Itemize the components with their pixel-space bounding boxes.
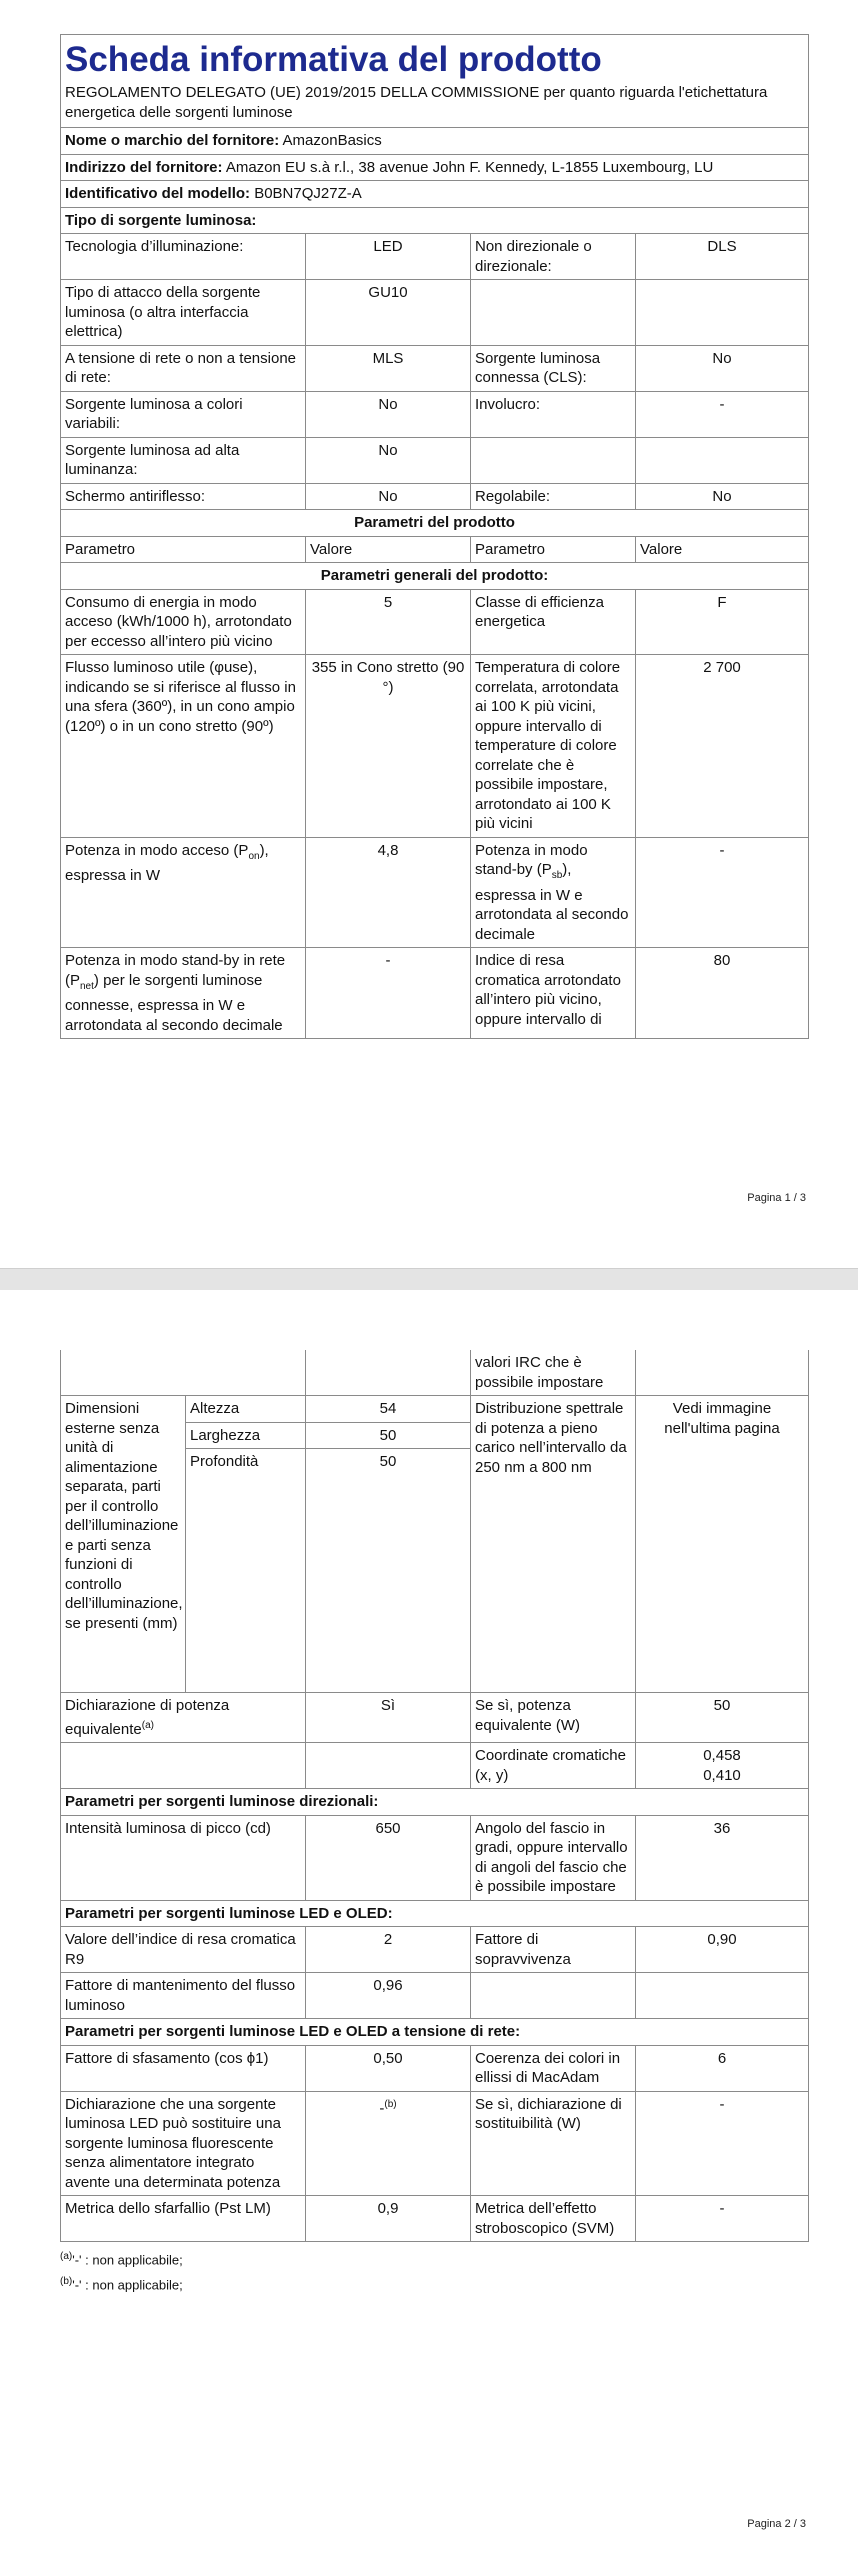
pon-value: 4,8 [306, 837, 471, 948]
empty-cell [636, 1973, 809, 2019]
dimensions-subcells [186, 1396, 306, 1693]
chroma-label: Coordinate cromatiche (x, y) [471, 1743, 636, 1789]
product-sheet-table-page-2 [60, 1350, 808, 2297]
row-value: No [306, 483, 471, 510]
r9-value: 2 [306, 1927, 471, 1973]
chroma-x: 0,458 [703, 1747, 741, 1764]
psb-label [471, 837, 636, 948]
substitution-value: - [636, 2091, 809, 2196]
row-value: DLS [636, 234, 809, 280]
supplier-address-label: Indirizzo del fornitore: [65, 158, 223, 176]
row-label: A tensione di rete o non a tensione di rete: [61, 345, 306, 391]
row-label: Sorgente luminosa a colori variabili: [61, 391, 306, 437]
substitution-label: Se sì, dichiarazione di sostituibilità (W) [471, 2091, 636, 2196]
footnotes [60, 2246, 808, 2297]
col-header-param: Parametro [61, 536, 306, 563]
pon-sub: on [248, 850, 260, 862]
row-value: No [636, 483, 809, 510]
supplier-address-row [61, 154, 809, 181]
pnet-sub: net [80, 980, 94, 992]
power-factor-value: 0,50 [306, 2045, 471, 2091]
power-row [61, 837, 809, 948]
flux-label: Flusso luminoso utile (φuse), indicando se si riferisce al flusso in una sfera (360º), in un cono ampio (120º) o in un cono stretto (90º) [61, 655, 306, 838]
peak-intensity-label: Intensità luminosa di picco (cd) [61, 1815, 306, 1900]
empty-cell [306, 1743, 471, 1789]
cct-value: 2 700 [636, 655, 809, 838]
source-type-row [61, 280, 809, 346]
page-separator [0, 1268, 858, 1292]
equivalence-value: Sì [306, 1693, 471, 1743]
equivalent-power-value: 50 [636, 1693, 809, 1743]
row-label: Involucro: [471, 391, 636, 437]
psb-value: - [636, 837, 809, 948]
cri-value: 80 [636, 948, 809, 1039]
footnote-marker: (a) [60, 2251, 73, 2262]
empty-cell [61, 1350, 306, 1396]
product-params-heading: Parametri del prodotto [61, 510, 809, 537]
row-value: LED [306, 234, 471, 280]
depth-label: Profondità [190, 1453, 259, 1470]
class-label: Classe di efficienza energetica [471, 589, 636, 655]
footnote-marker: (a) [141, 1719, 154, 1731]
row-value: - [636, 391, 809, 437]
empty-cell [61, 1743, 306, 1789]
flux-value: 355 in Cono stretto (90 °) [306, 655, 471, 838]
page-title: Scheda informativa del prodotto [65, 40, 602, 79]
cri-label-continued: valori IRC che è possibile impostare [471, 1350, 636, 1396]
model-id-value: B0BN7QJ27Z-A [254, 185, 362, 202]
fluorescent-value-text: - [379, 2099, 385, 2117]
psb-sub: sb [551, 870, 563, 881]
page-number: Pagina 2 / 3 [747, 2518, 806, 2530]
supplier-name-row [61, 128, 809, 155]
width-value: 50 [306, 1423, 470, 1450]
mains-heading: Parametri per sorgenti luminose LED e OLED a tensione di rete: [61, 2019, 809, 2046]
equivalence-label [61, 1693, 306, 1743]
cri-label: Indice di resa cromatica arrotondato all’intero più vicino, oppure intervallo di [471, 948, 636, 1039]
peak-intensity-value: 650 [306, 1815, 471, 1900]
source-type-row [61, 234, 809, 280]
spd-value: Vedi immagine nell'ultima pagina [636, 1396, 809, 1693]
row-label [471, 437, 636, 483]
depth-value: 50 [379, 1453, 397, 1470]
psb-label-text: Potenza in modo stand-by (P [475, 841, 588, 878]
directional-row [61, 1815, 809, 1900]
row-label: Tecnologia d’illuminazione: [61, 234, 306, 280]
pnet-value: - [306, 948, 471, 1039]
row-label: Non direzionale o direzionale: [471, 234, 636, 280]
row-label: Sorgente luminosa connessa (CLS): [471, 345, 636, 391]
height-label: Altezza [186, 1396, 305, 1423]
row-value: No [306, 391, 471, 437]
energy-value: 5 [306, 589, 471, 655]
page-number: Pagina 1 / 3 [747, 1192, 806, 1204]
pnet-label-text: Potenza in modo stand-by in rete (P [65, 952, 286, 989]
chroma-y: 0,410 [703, 1766, 741, 1784]
standby-row [61, 948, 809, 1039]
led-heading: Parametri per sorgenti luminose LED e OLED: [61, 1900, 809, 1927]
survival-value: 0,90 [636, 1927, 809, 1973]
dimensions-label: Dimensioni esterne senza unità di alimentazione separata, parti per il controllo dell’illuminazione e parti senza funzioni di controllo dell’illuminazione, se presenti (mm) [61, 1396, 186, 1693]
beam-angle-value: 36 [636, 1815, 809, 1900]
flux-row [61, 655, 809, 838]
power-factor-label: Fattore di sfasamento (cos ϕ1) [61, 2045, 306, 2091]
pon-label-text: Potenza in modo acceso (P [65, 841, 249, 859]
footnote-a [60, 2246, 808, 2271]
supplier-name-label: Nome o marchio del fornitore: [65, 132, 280, 149]
col-header-value: Valore [636, 536, 809, 563]
row-label [471, 280, 636, 346]
maintenance-row [61, 1973, 809, 2019]
beam-angle-label: Angolo del fascio in gradi, oppure intervallo di angoli del fascio che è possibile impostare [471, 1815, 636, 1900]
pon-label-text: ), espressa in W [65, 841, 269, 884]
macadam-label: Coerenza dei colori in ellissi di MacAdam [471, 2045, 636, 2091]
r9-label: Valore dell’indice di resa cromatica R9 [61, 1927, 306, 1973]
fluorescent-label: Dichiarazione che una sorgente luminosa LED può sostituire una sorgente luminosa fluorescente senza alimentatore integrato avente una determinata potenza [61, 2091, 306, 2196]
stroboscopic-label: Metrica dell’effetto stroboscopico (SVM) [471, 2196, 636, 2242]
r9-row [61, 1927, 809, 1973]
stroboscopic-value: - [636, 2196, 809, 2242]
row-label: Tipo di attacco della sorgente luminosa (o altra interfaccia elettrica) [61, 280, 306, 346]
maintenance-label: Fattore di mantenimento del flusso luminoso [61, 1973, 306, 2019]
psb-label-text: ), espressa in W e arrotondata al secondo decimale [475, 861, 629, 943]
fluorescent-row [61, 2091, 809, 2196]
empty-cell [306, 1350, 471, 1396]
col-header-value: Valore [306, 536, 471, 563]
dimensions-row [61, 1396, 809, 1693]
pon-label [61, 837, 306, 948]
row-value: GU10 [306, 280, 471, 346]
class-value: F [636, 589, 809, 655]
footnote-marker: (b) [60, 2276, 73, 2288]
equivalence-row [61, 1693, 809, 1743]
column-header-row [61, 536, 809, 563]
cri-continuation-row [61, 1350, 809, 1396]
survival-label: Fattore di sopravvivenza [471, 1927, 636, 1973]
power-factor-row [61, 2045, 809, 2091]
fluorescent-value [306, 2091, 471, 2196]
source-type-heading: Tipo di sorgente luminosa: [61, 207, 809, 234]
flicker-label: Metrica dello sfarfallio (Pst LM) [61, 2196, 306, 2242]
row-label: Regolabile: [471, 483, 636, 510]
page-2 [0, 1290, 858, 2560]
source-type-row [61, 437, 809, 483]
flicker-row [61, 2196, 809, 2242]
row-value: No [306, 437, 471, 483]
row-label: Sorgente luminosa ad alta luminanza: [61, 437, 306, 483]
maintenance-value: 0,96 [306, 1973, 471, 2019]
row-value [636, 280, 809, 346]
footnote-text: '-' : non applicabile; [72, 2252, 183, 2268]
pnet-label-text: ) per le sorgenti luminose connesse, espressa in W e arrotondata al secondo decimale [65, 971, 283, 1034]
row-value: No [636, 345, 809, 391]
footnote-b [60, 2271, 808, 2296]
general-params-heading: Parametri generali del prodotto: [61, 563, 809, 590]
width-label: Larghezza [186, 1423, 305, 1450]
row-value [636, 437, 809, 483]
energy-label: Consumo di energia in modo acceso (kWh/1000 h), arrotondato per eccesso all’intero più vicino [61, 589, 306, 655]
supplier-name-value: AmazonBasics [282, 132, 382, 149]
empty-cell [471, 1973, 636, 2019]
directional-heading: Parametri per sorgenti luminose direzionali: [61, 1789, 809, 1816]
col-header-param: Parametro [471, 536, 636, 563]
footnote-text: '-' : non applicabile; [72, 2277, 183, 2293]
dimensions-values [306, 1396, 471, 1693]
flicker-value: 0,9 [306, 2196, 471, 2242]
row-label: Schermo antiriflesso: [61, 483, 306, 510]
regulation-text: REGOLAMENTO DELEGATO (UE) 2019/2015 DELLA COMMISSIONE per quanto riguarda l'etichettatura energetica delle sorgenti luminose [65, 84, 768, 121]
energy-row [61, 589, 809, 655]
source-type-row [61, 483, 809, 510]
equivalent-power-label: Se sì, potenza equivalente (W) [471, 1693, 636, 1743]
model-id-row [61, 181, 809, 208]
spd-label: Distribuzione spettrale di potenza a pieno carico nell’intervallo da 250 nm a 800 nm [471, 1396, 636, 1693]
page-1 [0, 0, 858, 1268]
chroma-row [61, 1743, 809, 1789]
macadam-value: 6 [636, 2045, 809, 2091]
source-type-row [61, 391, 809, 437]
chroma-values [636, 1743, 809, 1789]
source-type-row [61, 345, 809, 391]
empty-cell [636, 1350, 809, 1396]
height-value: 54 [306, 1396, 470, 1423]
model-id-label: Identificativo del modello: [65, 185, 251, 202]
product-sheet-table-page-1 [60, 34, 808, 1039]
supplier-address-value: Amazon EU s.à r.l., 38 avenue John F. Kennedy, L-1855 Luxembourg, LU [225, 158, 714, 176]
row-value: MLS [306, 345, 471, 391]
equivalence-label-text: Dichiarazione di potenza equivalente [65, 1697, 230, 1738]
cct-label: Temperatura di colore correlata, arrotondata ai 100 K più vicini, oppure intervallo di temperature di colore correlate che è possibile impostare, arrotondato ai 100 K più vicini [471, 655, 636, 838]
pnet-label [61, 948, 306, 1039]
footnote-marker: (b) [384, 2098, 397, 2110]
